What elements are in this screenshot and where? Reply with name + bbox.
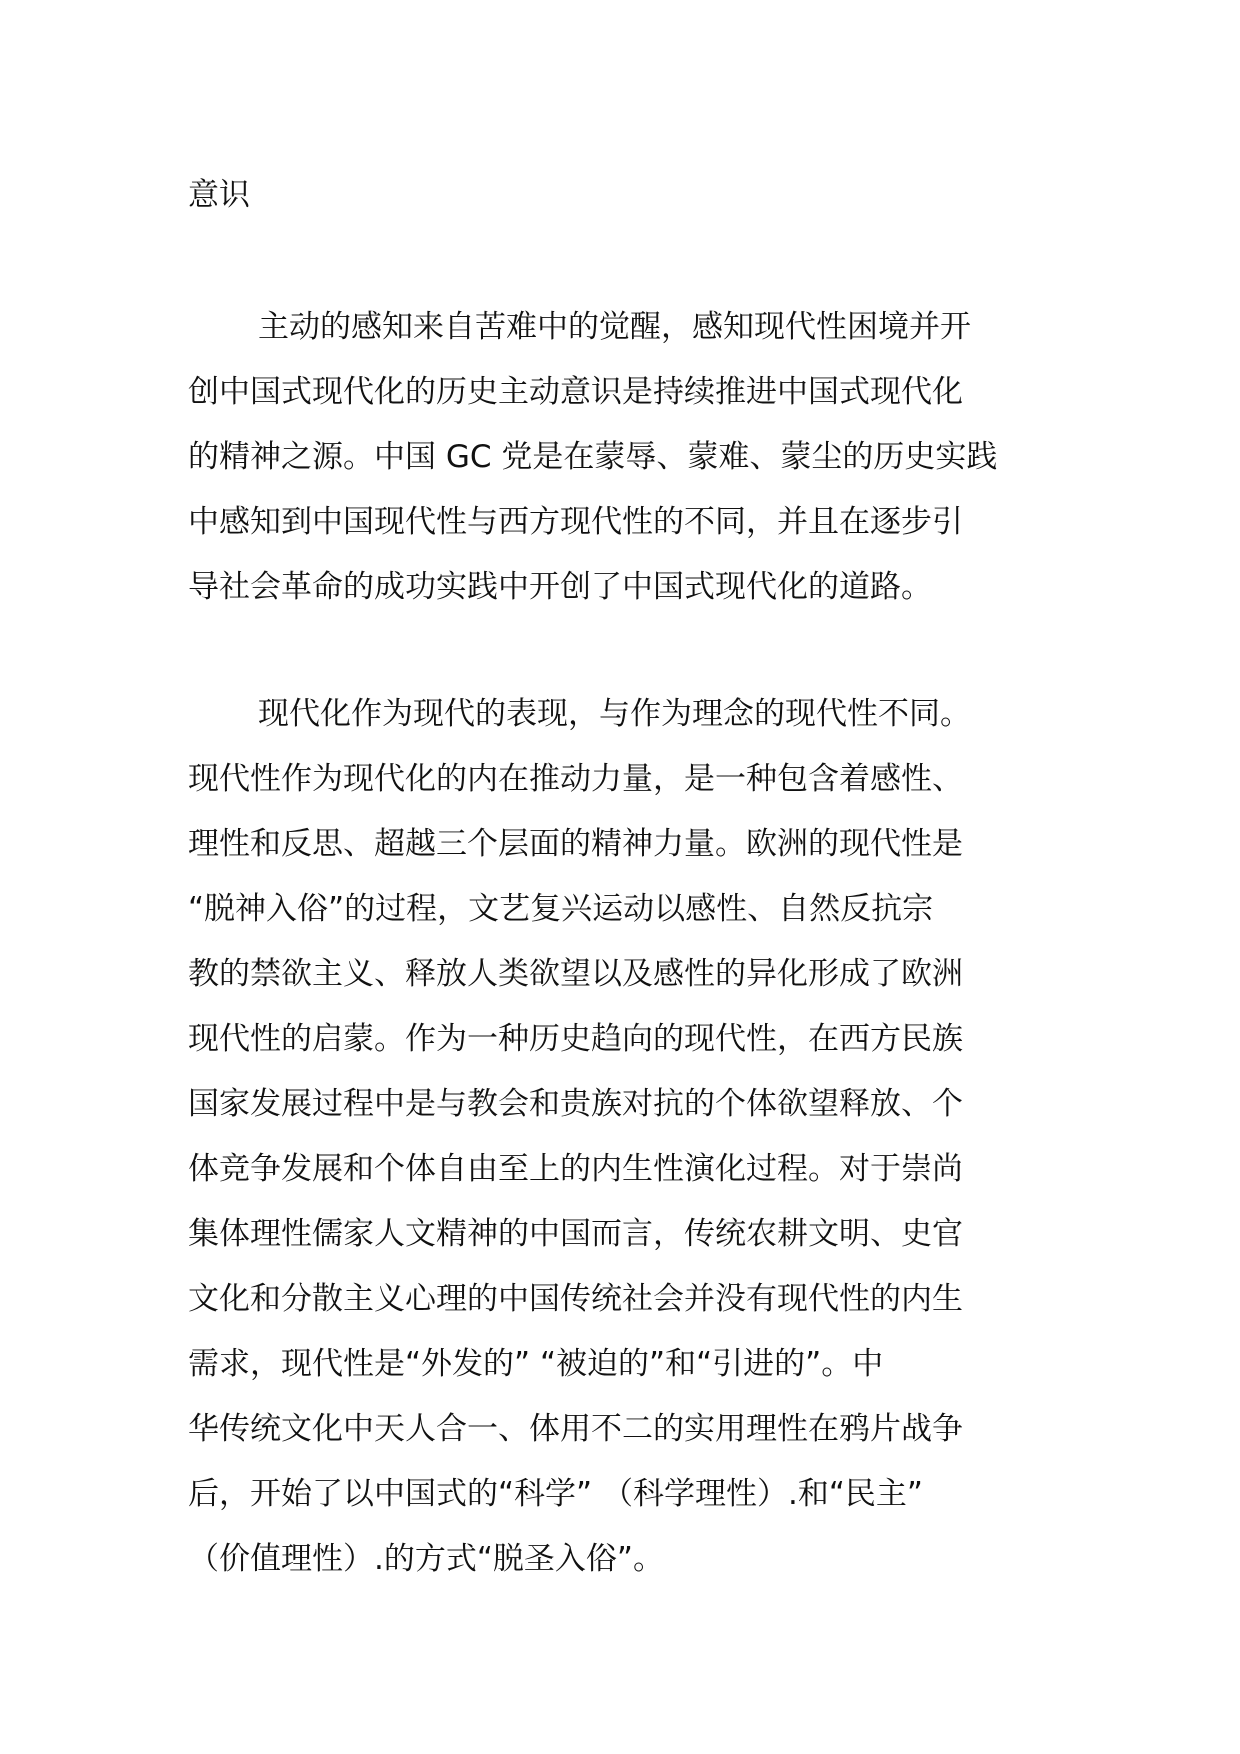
- text-line: 的精神之源。中国 GC 党是在蒙辱、蒙难、蒙尘的历史实践: [188, 439, 998, 475]
- text-line: 导社会革命的成功实践中开创了中国式现代化的道路。: [188, 569, 932, 605]
- text-line: 集体理性儒家人文精神的中国而言，传统农耕文明、史官: [188, 1216, 963, 1252]
- text-line: 现代性的启蒙。作为一种历史趋向的现代性，在西方民族: [188, 1021, 963, 1057]
- text-line: 后，开始了以中国式的“科学” （科学理性）.和“民主”: [188, 1476, 923, 1512]
- text-line: 体竞争发展和个体自由至上的内生性演化过程。对于崇尚: [188, 1151, 963, 1187]
- paragraph-continuation: [188, 163, 1058, 228]
- text-line: 理性和反思、超越三个层面的精神力量。欧洲的现代性是: [188, 826, 963, 862]
- text-line: 意识: [188, 177, 250, 213]
- paragraph-historical-initiative: [188, 295, 1058, 620]
- text-line: 现代化作为现代的表现，与作为理念的现代性不同。: [258, 696, 971, 732]
- text-line: 文化和分散主义心理的中国传统社会并没有现代性的内生: [188, 1281, 963, 1317]
- text-line: 中感知到中国现代性与西方现代性的不同，并且在逐步引: [188, 504, 963, 540]
- text-line: “脱神入俗”的过程，文艺复兴运动以感性、自然反抗宗: [188, 891, 934, 927]
- text-line: 现代性作为现代化的内在推动力量，是一种包含着感性、: [188, 761, 963, 797]
- text-line: 国家发展过程中是与教会和贵族对抗的个体欲望释放、个: [188, 1086, 963, 1122]
- paragraph-modernity: [188, 682, 1058, 1592]
- text-line: 创中国式现代化的历史主动意识是持续推进中国式现代化: [188, 374, 963, 410]
- text-line: 主动的感知来自苦难中的觉醒，感知现代性困境并开: [258, 309, 971, 345]
- text-line: 需求，现代性是“外发的” “被迫的”和“引进的”。中: [188, 1346, 884, 1382]
- text-line: 教的禁欲主义、释放人类欲望以及感性的异化形成了欧洲: [188, 956, 963, 992]
- text-line: （价值理性）.的方式“脱圣入俗”。: [188, 1541, 664, 1577]
- text-line: 华传统文化中天人合一、体用不二的实用理性在鸦片战争: [188, 1411, 963, 1447]
